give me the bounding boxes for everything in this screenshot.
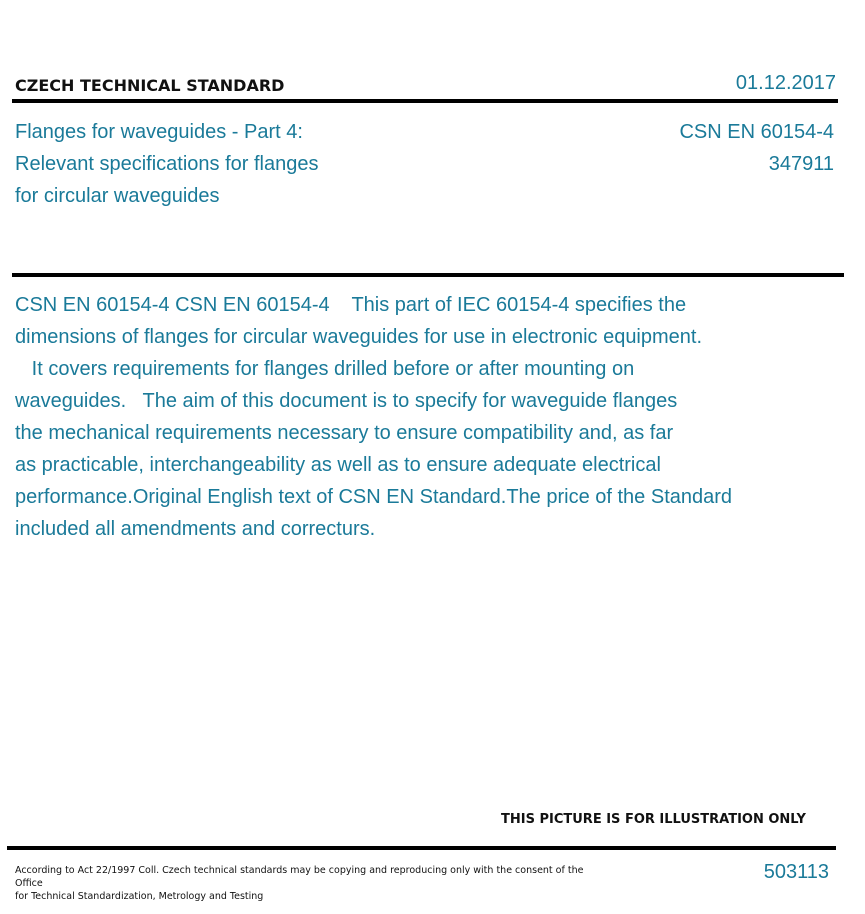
standard-type-heading: CZECH TECHNICAL STANDARD <box>15 76 285 95</box>
publication-date: 01.12.2017 <box>735 72 836 94</box>
title-line: Flanges for waveguides - Part 4: <box>15 121 303 143</box>
abstract-line: It covers requirements for flanges drilled before or after mounting on <box>15 358 635 380</box>
copyright-notice <box>15 864 595 903</box>
illustration-disclaimer: THIS PICTURE IS FOR ILLUSTRATION ONLY <box>501 812 806 827</box>
catalog-number: 347911 <box>768 153 834 175</box>
document-identifiers <box>679 116 834 180</box>
abstract-line: as practicable, interchangeability as well as to ensure adequate electrical <box>15 454 661 476</box>
abstract-line: the mechanical requirements necessary to ensure compatibility and, as far <box>15 422 674 444</box>
abstract-line: waveguides. The aim of this document is to specify for waveguide flanges <box>15 390 678 412</box>
title-line: for circular waveguides <box>15 185 220 207</box>
title-divider <box>12 273 844 277</box>
abstract-line: performance.Original English text of CSN EN Standard.The price of the Standard <box>15 486 733 508</box>
abstract-line: CSN EN 60154-4 CSN EN 60154-4 This part of IEC 60154-4 specifies the <box>15 294 687 316</box>
abstract-line: dimensions of flanges for circular waveguides for use in electronic equipment. <box>15 326 703 348</box>
footer-divider <box>7 846 836 850</box>
document-title <box>15 116 319 212</box>
standard-code: CSN EN 60154-4 <box>679 121 834 143</box>
header-divider <box>12 99 838 103</box>
product-number: 503113 <box>763 861 829 883</box>
abstract-line: included all amendments and correcturs. <box>15 518 376 540</box>
abstract-text <box>15 289 815 545</box>
copyright-line: According to Act 22/1997 Coll. Czech technical standards may be copying and reproducing only with the consent of the Office <box>15 865 584 889</box>
title-line: Relevant specifications for flanges <box>15 153 319 175</box>
copyright-line: for Technical Standardization, Metrology and Testing <box>15 891 264 902</box>
